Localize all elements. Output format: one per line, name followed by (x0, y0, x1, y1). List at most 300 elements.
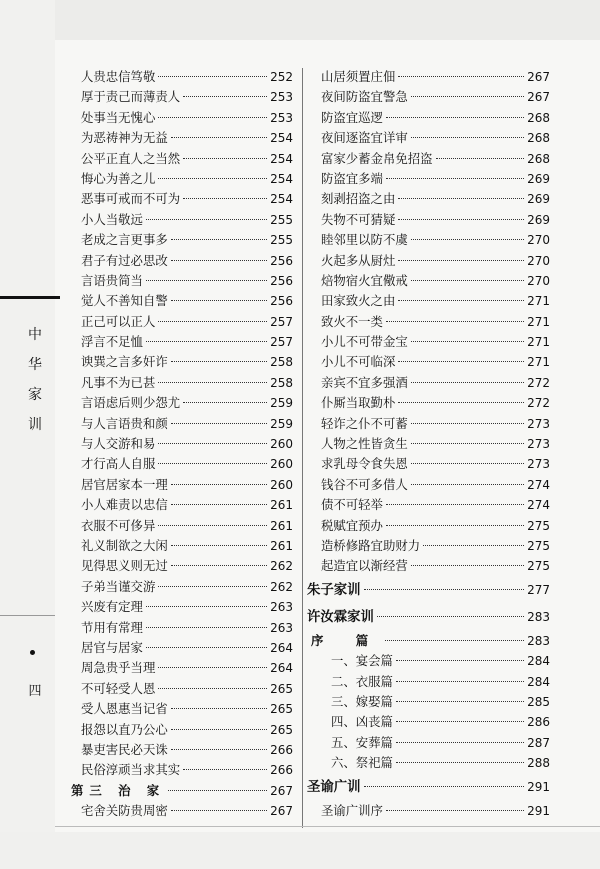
toc-entry-page: 255 (270, 233, 293, 248)
toc-entry-title: 暴吏害民必天诛 (81, 741, 168, 757)
toc-entry[interactable] (321, 312, 550, 332)
toc-entry[interactable] (321, 291, 550, 311)
side-bullet-dot (30, 650, 35, 655)
toc-entry-title: 圣谕广训 (307, 779, 361, 795)
toc-entry-page: 283 (527, 633, 550, 648)
dot-leader (411, 341, 524, 342)
dot-leader (386, 504, 524, 505)
dot-leader (171, 810, 267, 811)
toc-entry-page: 284 (527, 654, 550, 669)
toc-entry-page: 272 (527, 375, 550, 390)
toc-entry[interactable] (321, 393, 550, 413)
toc-entry-title: 火起多从厨灶 (321, 252, 396, 268)
toc-entry[interactable] (81, 108, 293, 128)
toc-entry[interactable] (321, 712, 550, 732)
toc-entry-title: 言语贵简当 (81, 272, 143, 288)
toc-entry-title: 言语虑后则少怨尤 (81, 395, 181, 411)
toc-entry-title: 刻剥招盗之由 (321, 191, 396, 207)
dot-leader (146, 647, 267, 648)
dot-leader (411, 484, 524, 485)
dot-leader (158, 76, 267, 77)
toc-entry[interactable] (81, 556, 293, 576)
dot-leader (386, 810, 524, 811)
toc-entry-title: 圣谕广训序 (321, 802, 383, 818)
toc-entry-page: 271 (527, 294, 550, 309)
dot-leader (396, 742, 524, 743)
toc-entry-title: 睦邻里以防不虞 (321, 232, 408, 248)
toc-entry[interactable] (81, 312, 293, 332)
toc-entry[interactable] (81, 577, 293, 597)
toc-entry[interactable] (311, 631, 550, 651)
toc-entry-page: 260 (270, 477, 293, 492)
toc-entry-title: 凡事不为已甚 (81, 374, 156, 390)
dot-leader (364, 786, 525, 787)
toc-entry-title: 小儿不可带金宝 (321, 334, 408, 350)
toc-entry-title: 造桥修路宜助财力 (321, 537, 421, 553)
toc-entry[interactable] (321, 189, 550, 209)
dot-leader (146, 280, 267, 281)
toc-entry-title: 与人交游和易 (81, 436, 156, 452)
dot-leader (398, 361, 524, 362)
toc-entry[interactable] (321, 475, 550, 495)
toc-entry-page: 265 (270, 722, 293, 737)
dot-leader (396, 701, 524, 702)
toc-entry-title: 轻诈之仆不可蓄 (321, 415, 408, 431)
toc-entry[interactable] (81, 291, 293, 311)
toc-entry-title: 序 篇 (311, 632, 383, 648)
toc-entry-page: 269 (527, 171, 550, 186)
toc-entry-title: 钱谷不可多借人 (321, 476, 408, 492)
toc-entry-title: 周急贵乎当理 (81, 660, 156, 676)
dot-leader (183, 96, 267, 97)
toc-entry-page: 270 (527, 253, 550, 268)
dot-leader (158, 667, 267, 668)
toc-entry[interactable] (81, 618, 293, 638)
toc-entry-page: 263 (270, 620, 293, 635)
toc-entry-title: 五、安葬篇 (331, 734, 393, 750)
toc-entry-page: 259 (270, 396, 293, 411)
dot-leader (158, 382, 267, 383)
toc-entry-title: 恶事可戒而不可为 (81, 191, 181, 207)
dot-leader (386, 321, 524, 322)
page-top-edge (0, 0, 600, 40)
toc-entry[interactable] (321, 536, 550, 556)
toc-entry-title: 公平正直人之当然 (81, 150, 181, 166)
toc-entry-title: 礼义制欲之大闲 (81, 537, 168, 553)
dot-leader (158, 443, 267, 444)
toc-entry-title: 夜间防盗宜警急 (321, 89, 408, 105)
toc-entry-page: 267 (527, 90, 550, 105)
toc-entry[interactable] (81, 475, 293, 495)
toc-entry-page: 255 (270, 212, 293, 227)
toc-entry[interactable] (321, 230, 550, 250)
toc-entry-page: 256 (270, 273, 293, 288)
toc-entry-title: 人物之性皆贪生 (321, 436, 408, 452)
toc-entry-title: 报怨以直乃公心 (81, 721, 168, 737)
toc-entry-title: 节用有常理 (81, 619, 143, 635)
dot-leader (364, 589, 525, 590)
dot-leader (171, 565, 267, 566)
dot-leader (398, 198, 524, 199)
toc-entry-title: 衣服不可侈异 (81, 517, 156, 533)
toc-entry-page: 269 (527, 192, 550, 207)
toc-entry[interactable] (81, 454, 293, 474)
toc-entry-page: 273 (527, 416, 550, 431)
toc-entry[interactable] (81, 699, 293, 719)
toc-entry-title: 受人恩惠当记省 (81, 701, 168, 717)
toc-entry-title: 失物不可猜疑 (321, 211, 396, 227)
dot-leader (171, 484, 267, 485)
toc-entry-page: 288 (527, 756, 550, 771)
toc-entry-page: 277 (527, 582, 550, 597)
toc-entry-page: 283 (527, 609, 550, 624)
toc-entry-title: 宅舍关防贵周密 (81, 803, 168, 819)
dot-leader (398, 260, 524, 261)
toc-entry[interactable] (321, 251, 550, 271)
toc-entry-page: 265 (270, 702, 293, 717)
dot-leader (146, 219, 267, 220)
toc-entry-page: 266 (270, 763, 293, 778)
toc-entry[interactable] (321, 454, 550, 474)
dot-leader (411, 463, 524, 464)
toc-entry-page: 271 (527, 314, 550, 329)
toc-entry-title: 居官与居家 (81, 639, 143, 655)
toc-entry-page: 266 (270, 742, 293, 757)
toc-entry[interactable] (307, 577, 550, 604)
dot-leader (171, 504, 267, 505)
toc-entry[interactable] (321, 801, 550, 821)
toc-entry-title: 山居须置庄佃 (321, 69, 396, 84)
toc-entry-title: 许汝霖家训 (307, 609, 374, 625)
toc-entry-page: 265 (270, 681, 293, 696)
toc-entry[interactable] (81, 414, 293, 434)
toc-entry[interactable] (81, 720, 293, 740)
dot-leader (158, 688, 267, 689)
toc-left-column (71, 67, 293, 821)
toc-entry[interactable] (81, 149, 293, 169)
toc-entry[interactable] (81, 230, 293, 250)
dot-leader (171, 729, 267, 730)
toc-entry[interactable] (81, 597, 293, 617)
toc-entry-title: 四、凶丧篇 (331, 714, 393, 730)
dot-leader (411, 280, 524, 281)
toc-entry-title: 人贵忠信笃敬 (81, 69, 156, 84)
toc-entry-page: 262 (270, 559, 293, 574)
toc-entry[interactable] (81, 740, 293, 760)
toc-entry[interactable] (81, 189, 293, 209)
toc-entry[interactable] (321, 352, 550, 372)
toc-entry[interactable] (81, 251, 293, 271)
toc-entry[interactable] (81, 210, 293, 230)
toc-entry-page: 262 (270, 579, 293, 594)
dot-leader (385, 640, 524, 641)
toc-entry-page: 260 (270, 437, 293, 452)
toc-entry[interactable] (321, 271, 550, 291)
toc-entry-page: 267 (270, 804, 293, 819)
dot-leader (158, 463, 267, 464)
toc-entry-page: 261 (270, 518, 293, 533)
dot-leader (171, 260, 267, 261)
toc-entry-title: 君子有过必思改 (81, 252, 168, 268)
side-page-number: 四 (28, 684, 42, 699)
toc-entry[interactable] (321, 87, 550, 107)
toc-entry[interactable] (81, 271, 293, 291)
toc-entry-title: 民俗淳顽当求其实 (81, 762, 181, 778)
toc-entry-page: 253 (270, 90, 293, 105)
dot-leader (171, 300, 267, 301)
toc-entry-title: 防盗宜巡逻 (321, 109, 383, 125)
dot-leader (171, 749, 267, 750)
toc-entry[interactable] (81, 658, 293, 678)
dot-leader (146, 606, 267, 607)
toc-entry-page: 291 (527, 803, 550, 818)
toc-entry-page: 272 (527, 396, 550, 411)
toc-entry-page: 291 (527, 779, 550, 794)
toc-entry-page: 267 (527, 70, 550, 84)
dot-leader (183, 198, 267, 199)
toc-entry-title: 朱子家训 (307, 582, 361, 598)
toc-entry[interactable] (81, 87, 293, 107)
dot-leader (146, 627, 267, 628)
dot-leader (171, 708, 267, 709)
toc-entry[interactable] (321, 516, 550, 536)
dot-leader (158, 117, 267, 118)
toc-entry-page: 264 (270, 661, 293, 676)
toc-entry-page: 264 (270, 640, 293, 655)
toc-entry[interactable] (321, 414, 550, 434)
toc-entry[interactable] (81, 516, 293, 536)
toc-entry-page: 252 (270, 70, 293, 84)
toc-entry-page: 254 (270, 192, 293, 207)
toc-entry[interactable] (321, 692, 550, 712)
toc-entry-title: 仆厮当取勤朴 (321, 395, 396, 411)
toc-entry[interactable] (81, 169, 293, 189)
toc-entry-title: 觉人不善知自警 (81, 293, 168, 309)
toc-entry[interactable] (321, 149, 550, 169)
toc-entry[interactable] (81, 128, 293, 148)
toc-entry-page: 254 (270, 151, 293, 166)
dot-leader (411, 423, 524, 424)
dot-leader (158, 586, 267, 587)
toc-entry-page: 270 (527, 273, 550, 288)
toc-entry[interactable] (321, 753, 550, 773)
toc-entry-page: 253 (270, 110, 293, 125)
toc-entry-title: 老成之言更事多 (81, 232, 168, 248)
margin-line (0, 615, 55, 616)
toc-entry[interactable] (307, 774, 550, 801)
toc-entry[interactable] (307, 604, 550, 631)
toc-entry-page: 268 (527, 110, 550, 125)
toc-entry[interactable] (321, 67, 550, 87)
toc-entry-page: 270 (527, 233, 550, 248)
toc-entry-title: 小人难责以忠信 (81, 497, 168, 513)
toc-entry[interactable] (71, 781, 293, 801)
toc-entry-title: 一、宴会篇 (331, 653, 393, 669)
toc-entry-page: 286 (527, 715, 550, 730)
toc-entry[interactable] (81, 495, 293, 515)
dot-leader (396, 762, 524, 763)
toc-entry[interactable] (81, 434, 293, 454)
toc-entry-title: 焙物宿火宜儆戒 (321, 272, 408, 288)
toc-entry-page: 273 (527, 437, 550, 452)
toc-entry-page: 268 (527, 151, 550, 166)
toc-entry-page: 263 (270, 600, 293, 615)
dot-leader (398, 402, 524, 403)
toc-entry-page: 274 (527, 498, 550, 513)
toc-entry[interactable] (81, 332, 293, 352)
dot-leader (171, 239, 267, 240)
dot-leader (423, 545, 524, 546)
toc-entry[interactable] (321, 495, 550, 515)
toc-entry-title: 求乳母令食失恩 (321, 456, 408, 472)
toc-entry-title: 子弟当谨交游 (81, 578, 156, 594)
toc-entry-page: 271 (527, 355, 550, 370)
toc-entry[interactable] (81, 536, 293, 556)
toc-right-column (307, 67, 550, 821)
toc-entry[interactable] (321, 434, 550, 454)
toc-entry-page: 274 (527, 477, 550, 492)
toc-entry-page: 254 (270, 171, 293, 186)
toc-entry-page: 257 (270, 314, 293, 329)
toc-entry[interactable] (81, 393, 293, 413)
toc-entry-title: 不可轻受人恩 (81, 680, 156, 696)
toc-entry-title: 悔心为善之儿 (81, 170, 156, 186)
toc-entry-page: 267 (270, 783, 293, 798)
dot-leader (396, 681, 524, 682)
toc-entry-page: 258 (270, 355, 293, 370)
toc-entry[interactable] (321, 108, 550, 128)
toc-entry-title: 谀巽之言多奸诈 (81, 354, 168, 370)
toc-entry-page: 273 (527, 457, 550, 472)
toc-entry-title: 富家少蓄金帛免招盗 (321, 150, 433, 166)
toc-entry-title: 第三 治 家 (71, 782, 166, 798)
dot-leader (146, 341, 267, 342)
toc-entry[interactable] (321, 210, 550, 230)
toc-entry[interactable] (321, 733, 550, 753)
toc-entry-title: 二、衣服篇 (331, 673, 393, 689)
dot-leader (377, 616, 524, 617)
dot-leader (158, 525, 267, 526)
toc-entry[interactable] (321, 556, 550, 576)
toc-entry-page: 261 (270, 498, 293, 513)
toc-entry[interactable] (321, 651, 550, 671)
toc-entry-page: 258 (270, 375, 293, 390)
toc-entry-title: 兴废有定理 (81, 599, 143, 615)
toc-entry-title: 亲宾不宜多强酒 (321, 374, 408, 390)
dot-leader (411, 565, 524, 566)
toc-entry-title: 居官居家本一理 (81, 476, 168, 492)
toc-entry-page: 287 (527, 735, 550, 750)
dot-leader (436, 158, 525, 159)
toc-entry[interactable] (81, 801, 293, 821)
page-bottom-rule (55, 826, 600, 827)
toc-entry-title: 处事当无愧心 (81, 109, 156, 125)
dot-leader (168, 790, 267, 791)
toc-entry-page: 284 (527, 674, 550, 689)
toc-entry-page: 256 (270, 294, 293, 309)
dot-leader (183, 158, 267, 159)
toc-entry[interactable] (321, 373, 550, 393)
toc-entry-title: 防盗宜多端 (321, 170, 383, 186)
dot-leader (158, 321, 267, 322)
toc-entry-page: 259 (270, 416, 293, 431)
toc-entry-page: 285 (527, 694, 550, 709)
toc-entry-title: 见得思义则无过 (81, 558, 168, 574)
toc-entry-title: 税赋宜预办 (321, 517, 383, 533)
toc-entry-title: 夜间逐盗宜详审 (321, 130, 408, 146)
toc-entry[interactable] (81, 638, 293, 658)
dot-leader (171, 361, 267, 362)
column-divider (302, 68, 303, 828)
toc-entry[interactable] (81, 679, 293, 699)
toc-entry-page: 271 (527, 335, 550, 350)
toc-entry-title: 与人言语贵和颜 (81, 415, 168, 431)
toc-entry-title: 小人当敬远 (81, 211, 143, 227)
toc-entry-title: 才行高人自服 (81, 456, 156, 472)
toc-entry-title: 六、祭祀篇 (331, 755, 393, 771)
toc-entry-title: 厚于责己而薄责人 (81, 89, 181, 105)
toc-entry[interactable] (321, 128, 550, 148)
toc-entry-page: 254 (270, 131, 293, 146)
margin-rule (0, 296, 60, 299)
toc-entry-title: 起造宜以渐经营 (321, 558, 408, 574)
side-book-title: 中华家训 (28, 327, 44, 433)
toc-entry-page: 268 (527, 131, 550, 146)
page-bottom-edge (0, 832, 600, 869)
toc-entry-page: 269 (527, 212, 550, 227)
dot-leader (171, 137, 267, 138)
dot-leader (396, 721, 524, 722)
toc-entry-title: 正己可以正人 (81, 313, 156, 329)
toc-entry-title: 浮言不足恤 (81, 334, 143, 350)
dot-leader (183, 769, 267, 770)
dot-leader (386, 117, 524, 118)
toc-entry-title: 债不可轻举 (321, 497, 383, 513)
toc-entry-title: 为恶祷神为无益 (81, 130, 168, 146)
toc-entry[interactable] (81, 352, 293, 372)
dot-leader (158, 178, 267, 179)
toc-entry-page: 261 (270, 538, 293, 553)
toc-entry-page: 256 (270, 253, 293, 268)
dot-leader (183, 402, 267, 403)
toc-entry[interactable] (321, 332, 550, 352)
toc-entry-title: 小儿不可临深 (321, 354, 396, 370)
dot-leader (398, 76, 524, 77)
dot-leader (396, 660, 524, 661)
toc-entry[interactable] (81, 373, 293, 393)
toc-entry-page: 275 (527, 559, 550, 574)
dot-leader (171, 545, 267, 546)
dot-leader (398, 300, 524, 301)
toc-entry-page: 275 (527, 518, 550, 533)
dot-leader (411, 443, 524, 444)
toc-entry-page: 260 (270, 457, 293, 472)
toc-entry-title: 三、嫁娶篇 (331, 693, 393, 709)
dot-leader (398, 219, 524, 220)
toc-entry[interactable] (81, 760, 293, 780)
toc-entry-page: 275 (527, 538, 550, 553)
dot-leader (411, 137, 524, 138)
toc-entry-title: 致火不一类 (321, 313, 383, 329)
toc-entry[interactable] (321, 169, 550, 189)
toc-entry-page: 257 (270, 335, 293, 350)
dot-leader (386, 178, 524, 179)
dot-leader (411, 96, 524, 97)
dot-leader (171, 423, 267, 424)
toc-entry[interactable] (321, 672, 550, 692)
toc-entry-title: 田家致火之由 (321, 293, 396, 309)
toc-entry[interactable] (81, 67, 293, 87)
